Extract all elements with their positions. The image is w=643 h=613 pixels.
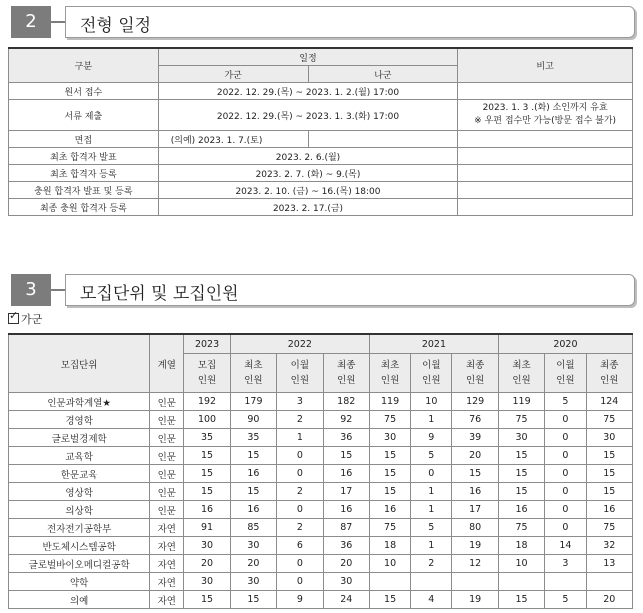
row-schedule: 2022. 12. 29.(목) ~ 2023. 1. 2.(월) 17:00 [158,83,458,100]
year-header: 2020 [498,334,632,354]
track-name: 자연 [150,555,184,573]
section-2-header [8,6,635,38]
value-cell: 129 [452,393,498,411]
value-cell: 100 [184,411,230,429]
value-cell: 20 [184,555,230,573]
value-cell: 4 [411,591,452,609]
value-cell: 17 [323,483,369,501]
value-cell: 15 [369,465,410,483]
subheader-cell: 이월 인원 [277,354,323,393]
value-cell: 16 [369,501,410,519]
value-cell: 5 [411,447,452,465]
table-row [9,591,633,609]
value-cell: 192 [184,393,230,411]
value-cell: 10 [369,555,410,573]
col-na: 나군 [308,66,458,83]
value-cell: 10 [411,393,452,411]
table-row [9,131,633,148]
col-note: 비고 [458,48,633,83]
value-cell: 75 [586,519,632,537]
row-schedule: 2023. 2. 10. (금) ~ 16.(목) 18:00 [158,182,458,199]
schedule-table [8,47,633,216]
subheader-cell: 최초 인원 [230,354,276,393]
row-label: 최초 합격자 등록 [9,165,159,182]
unit-name: 글로벌바이오메디컬공학 [9,555,150,573]
section-3-number: 3 [11,274,51,306]
subheader-cell: 최종 인원 [452,354,498,393]
value-cell: 15 [369,483,410,501]
value-cell: 15 [230,591,276,609]
row-label: 면접 [9,131,159,148]
table-row [9,148,633,165]
value-cell: 91 [184,519,230,537]
track-name: 인문 [150,501,184,519]
value-cell: 15 [184,591,230,609]
value-cell: 15 [586,447,632,465]
value-cell [545,573,586,591]
value-cell: 0 [411,465,452,483]
value-cell: 15 [184,483,230,501]
year-header: 2021 [369,334,498,354]
value-cell: 16 [452,483,498,501]
value-cell: 75 [498,519,544,537]
value-cell: 2 [277,411,323,429]
value-cell: 92 [323,411,369,429]
section-3-title-box [65,274,635,306]
table-row [9,465,633,483]
value-cell: 15 [586,483,632,501]
table-row [9,393,633,411]
subheader-cell: 최종 인원 [323,354,369,393]
table-row [9,100,633,131]
value-cell: 20 [323,555,369,573]
unit-name: 한문교육 [9,465,150,483]
table-row [9,519,633,537]
unit-name: 약학 [9,573,150,591]
value-cell: 0 [545,465,586,483]
value-cell: 119 [369,393,410,411]
col-ga: 가군 [158,66,308,83]
track-name: 자연 [150,537,184,555]
value-cell: 14 [545,537,586,555]
value-cell: 0 [545,411,586,429]
section-3-header [8,274,635,306]
value-cell: 16 [586,501,632,519]
value-cell: 87 [323,519,369,537]
value-cell [586,573,632,591]
value-cell: 15 [184,465,230,483]
value-cell: 15 [498,465,544,483]
value-cell: 0 [545,501,586,519]
unit-name: 의상학 [9,501,150,519]
table-row [9,537,633,555]
value-cell: 24 [323,591,369,609]
unit-name: 글로벌경제학 [9,429,150,447]
value-cell: 16 [498,501,544,519]
value-cell: 1 [411,483,452,501]
value-cell: 75 [369,519,410,537]
unit-name: 반도체시스템공학 [9,537,150,555]
value-cell: 75 [586,411,632,429]
value-cell: 15 [369,447,410,465]
checkbox-label: 가군 [21,313,43,326]
table-row [9,555,633,573]
track-name: 인문 [150,429,184,447]
row-schedule: 2023. 2. 7. (화) ~ 9.(목) [158,165,458,182]
table-row [9,573,633,591]
value-cell: 30 [498,429,544,447]
value-cell: 10 [498,555,544,573]
value-cell: 30 [323,573,369,591]
value-cell [411,573,452,591]
track-name: 인문 [150,411,184,429]
value-cell: 30 [184,537,230,555]
value-cell: 15 [498,483,544,501]
value-cell: 76 [452,411,498,429]
row-schedule: 2023. 2. 17.(금) [158,199,458,216]
row-empty [308,131,458,148]
value-cell: 18 [498,537,544,555]
unit-name: 전자전기공학부 [9,519,150,537]
row-label: 원서 접수 [9,83,159,100]
unit-name: 교육학 [9,447,150,465]
row-note [458,131,633,148]
section-connector [51,21,65,23]
section-2-number: 2 [11,6,51,38]
table-row [9,483,633,501]
value-cell: 75 [369,411,410,429]
value-cell: 124 [586,393,632,411]
row-label: 최종 충원 합격자 등록 [9,199,159,216]
value-cell: 9 [411,429,452,447]
subheader-cell: 모집 인원 [184,354,230,393]
value-cell: 15 [230,447,276,465]
row-schedule: 2022. 12. 29.(목) ~ 2023. 1. 3.(화) 17:00 [158,100,458,131]
value-cell: 30 [230,573,276,591]
checkbox-checked-icon [8,313,19,324]
value-cell: 0 [545,483,586,501]
value-cell: 39 [452,429,498,447]
value-cell: 15 [498,591,544,609]
unit-name: 인문과학계열★ [9,393,150,411]
value-cell: 15 [230,483,276,501]
row-note [458,148,633,165]
value-cell: 12 [452,555,498,573]
value-cell: 16 [323,465,369,483]
row-note [458,165,633,182]
table-row [9,429,633,447]
row-note: 2023. 1. 3 .(화) 소인까지 유효 ※ 우편 접수만 가능(방문 접수 불가) [458,100,633,131]
value-cell: 19 [452,591,498,609]
row-label: 최초 합격자 발표 [9,148,159,165]
value-cell: 1 [411,411,452,429]
value-cell: 0 [277,447,323,465]
value-cell: 36 [323,429,369,447]
unit-name: 의예 [9,591,150,609]
value-cell: 35 [184,429,230,447]
value-cell: 6 [277,537,323,555]
value-cell [369,573,410,591]
unit-name: 경영학 [9,411,150,429]
value-cell: 1 [277,429,323,447]
value-cell: 0 [277,501,323,519]
row-label: 충원 합격자 발표 및 등록 [9,182,159,199]
row-label: 서류 제출 [9,100,159,131]
value-cell: 0 [545,447,586,465]
subheader-cell: 최초 인원 [369,354,410,393]
table-row [9,411,633,429]
value-cell: 2 [277,483,323,501]
value-cell: 1 [411,501,452,519]
row-note [458,199,633,216]
col-track: 계열 [150,334,184,393]
value-cell: 5 [545,393,586,411]
row-note [458,182,633,199]
value-cell: 0 [545,519,586,537]
year-header: 2022 [230,334,369,354]
col-schedule: 일정 [158,48,458,66]
value-cell: 15 [452,465,498,483]
value-cell: 5 [545,591,586,609]
value-cell: 15 [184,447,230,465]
track-name: 인문 [150,447,184,465]
subheader-cell: 최초 인원 [498,354,544,393]
value-cell: 16 [323,501,369,519]
value-cell: 16 [230,465,276,483]
value-cell: 20 [586,591,632,609]
table-row [9,447,633,465]
value-cell: 0 [277,465,323,483]
value-cell: 0 [277,555,323,573]
section-2-title-box [65,6,635,38]
section-3-title: 모집단위 및 모집인원 [80,284,239,304]
value-cell: 32 [586,537,632,555]
value-cell: 19 [452,537,498,555]
col-unit: 모집단위 [9,334,150,393]
track-name: 자연 [150,573,184,591]
value-cell: 13 [586,555,632,573]
group-checkbox [8,311,42,327]
track-name: 자연 [150,519,184,537]
value-cell: 15 [323,447,369,465]
value-cell: 20 [230,555,276,573]
value-cell: 1 [411,537,452,555]
track-name: 자연 [150,591,184,609]
value-cell: 30 [184,573,230,591]
value-cell: 20 [452,447,498,465]
value-cell: 0 [277,573,323,591]
value-cell: 30 [586,429,632,447]
value-cell: 90 [230,411,276,429]
row-schedule: 2023. 2. 6.(월) [158,148,458,165]
value-cell: 36 [323,537,369,555]
table-row [9,182,633,199]
value-cell: 30 [369,429,410,447]
value-cell: 17 [452,501,498,519]
section-connector [51,289,65,291]
table-row [9,165,633,182]
value-cell: 85 [230,519,276,537]
track-name: 인문 [150,393,184,411]
value-cell: 15 [369,591,410,609]
unit-name: 영상학 [9,483,150,501]
value-cell: 3 [545,555,586,573]
subheader-cell: 최종 인원 [586,354,632,393]
value-cell: 80 [452,519,498,537]
section-2-title: 전형 일정 [80,16,152,36]
value-cell: 16 [230,501,276,519]
value-cell: 2 [277,519,323,537]
row-note [458,83,633,100]
value-cell: 3 [277,393,323,411]
table-row [9,83,633,100]
subheader-cell: 이월 인원 [411,354,452,393]
value-cell [452,573,498,591]
value-cell: 15 [586,465,632,483]
row-schedule: (의예) 2023. 1. 7.(토) [158,131,308,148]
value-cell: 30 [230,537,276,555]
value-cell: 179 [230,393,276,411]
col-gubun: 구분 [9,48,159,83]
subheader-cell: 이월 인원 [545,354,586,393]
value-cell: 119 [498,393,544,411]
value-cell: 5 [411,519,452,537]
value-cell: 16 [184,501,230,519]
value-cell: 18 [369,537,410,555]
value-cell: 75 [498,411,544,429]
quota-table [8,333,633,609]
value-cell [498,573,544,591]
value-cell: 9 [277,591,323,609]
value-cell: 182 [323,393,369,411]
table-row [9,501,633,519]
value-cell: 15 [498,447,544,465]
value-cell: 2 [411,555,452,573]
table-row [9,199,633,216]
value-cell: 35 [230,429,276,447]
year-header: 2023 [184,334,230,354]
value-cell: 0 [545,429,586,447]
track-name: 인문 [150,483,184,501]
track-name: 인문 [150,465,184,483]
